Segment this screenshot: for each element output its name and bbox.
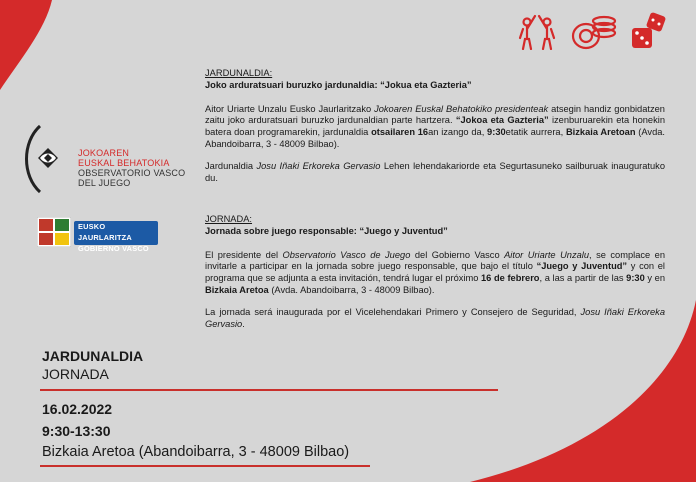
heading-eu: JARDUNALDIA: bbox=[205, 68, 273, 78]
gobierno-line-1: EUSKO JAURLARITZA bbox=[78, 222, 132, 242]
observatorio-eu-line-2: EUSKAL BEHATOKIA bbox=[78, 158, 170, 168]
divider bbox=[40, 465, 370, 467]
observatorio-emblem-icon bbox=[14, 124, 64, 194]
people-high-five-icon bbox=[516, 12, 558, 50]
summary-title-es: JORNADA bbox=[42, 366, 109, 382]
divider bbox=[40, 389, 498, 391]
heading-es: JORNADA: bbox=[205, 214, 253, 224]
summary-title-eu: JARDUNALDIA bbox=[42, 348, 144, 364]
paragraph-eu-2: Jardunaldia Josu Iñaki Erkoreka Gervasio Lehen lehendakariorde eta Segurtasuneko sailburuak inauguratuko du. bbox=[205, 160, 665, 183]
casino-chips-icon bbox=[570, 12, 618, 52]
paragraph-eu-1: Aitor Uriarte Unzalu Eusko Jaurlaritzako Jokoaren Euskal Behatokiko presidenteak atsegin handiz gonbidatzen zaitu joko arduratsuari buruzko jardunaldian parte hartzera. “Jokoa eta Gazteria” izenburuarekin eta honekin batera doan programarekin, jardunaldia otsailaren 16an izango da, 9:30etatik aurrera, Bizkaia Aretoan (Avda. Abandoibarra, 3 - 48009 Bilbao). bbox=[205, 103, 665, 149]
summary-place: Bizkaia Aretoa (Abandoibarra, 3 - 48009 Bilbao) bbox=[42, 444, 350, 460]
gobierno-vasco-logo bbox=[74, 221, 158, 253]
top-left-red-arc bbox=[0, 0, 52, 90]
gobierno-line-2: GOBIERNO VASCO bbox=[78, 244, 149, 253]
observatorio-logo-text bbox=[78, 148, 185, 188]
observatorio-eu-line-1: JOKOAREN bbox=[78, 148, 130, 158]
summary-date: 16.02.2022 bbox=[42, 401, 113, 417]
summary-time: 9:30-13:30 bbox=[42, 423, 111, 439]
paragraph-es-2: La jornada será inaugurada por el Vicelehendakari Primero y Consejero de Seguridad, Josu Iñaki Erkoreka Gervasio. bbox=[205, 306, 665, 329]
observatorio-es-line-1: OBSERVATORIO VASCO bbox=[78, 168, 186, 178]
dice-icon bbox=[628, 12, 668, 50]
section-spanish bbox=[205, 214, 665, 330]
paragraph-es-1: El presidente del Observatorio Vasco de Juego del Gobierno Vasco Aitor Uriarte Unzalu, se complace en invitarle a participar en la jornada sobre juego responsable, que bajo el título “Juego y Juventud” y con el programa que se adjunta a esta invitación, tendrá lugar el próximo 16 de febrero, a las a partir de las 9:30 y en Bizkaia Aretoa (Avda. Abandoibarra, 3 - 48009 Bilbao). bbox=[205, 249, 666, 295]
subtitle-eu: Joko arduratsuari buruzko jardunaldia: “Jokua eta Gazteria” bbox=[205, 79, 472, 90]
section-basque bbox=[205, 68, 665, 184]
gobierno-vasco-shield-icon bbox=[37, 217, 71, 247]
observatorio-es-line-2: DEL JUEGO bbox=[78, 178, 131, 188]
subtitle-es: Jornada sobre juego responsable: “Juego y Juventud” bbox=[205, 225, 448, 236]
